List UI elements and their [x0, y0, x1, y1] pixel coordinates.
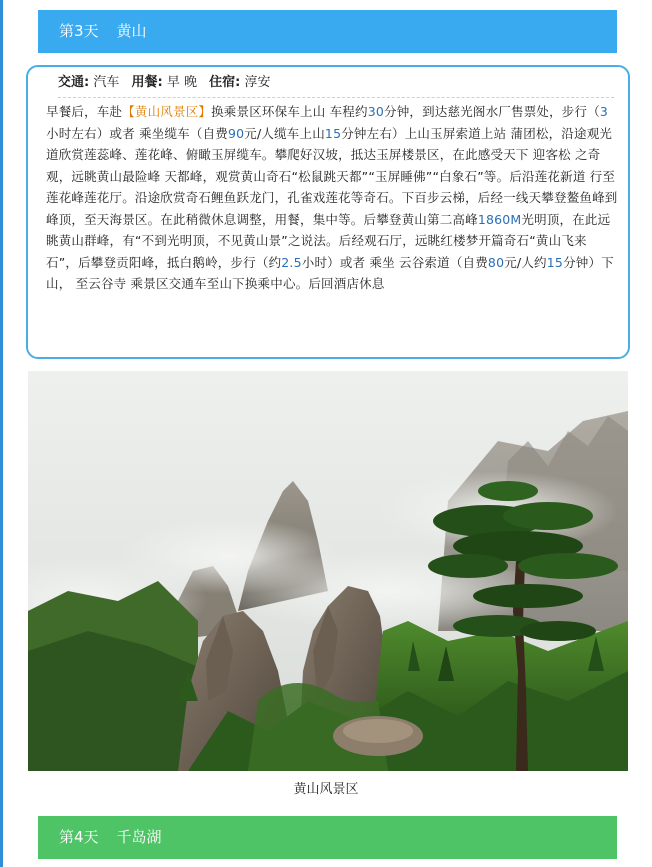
desc-text: 小时）或者 乘坐 云谷索道（自费 [301, 254, 488, 270]
day-3-itinerary-box [26, 65, 630, 359]
day-3-place: 黄山 [116, 22, 147, 40]
day-4-header [38, 816, 617, 859]
photo-caption: 黄山风景区 [293, 782, 359, 797]
transport-value: 汽车 [93, 75, 120, 90]
desc-number: 80 [487, 254, 505, 270]
desc-text: 早餐后，车赴 [46, 104, 123, 119]
desc-text: 光明顶，在此远眺黄山群峰，有“不到光明顶，不见黄山景”之说法。后经观石厅，远眺红楼梦开篇奇石“黄山飞来石”，后攀登贡阳峰，抵白鹅岭，步行（约 [46, 211, 611, 270]
stay-value: 淳安 [244, 75, 271, 90]
day-3-label: 第3天 [59, 22, 99, 40]
day-3-header [38, 10, 617, 53]
desc-text: 换乘景区环保车上山 车程约 [211, 104, 368, 119]
day-4-place: 千岛湖 [116, 828, 162, 846]
desc-number: 15 [546, 254, 564, 270]
desc-number: 30 [367, 104, 384, 119]
desc-text: 元/人缆车上山 [244, 125, 325, 141]
meal-value: 早 晚 [166, 75, 197, 90]
desc-number: 90 [227, 125, 245, 141]
desc-text: 元/人约 [504, 254, 547, 270]
desc-text: 分钟左右）上山玉屏索道上站 蒲团松，沿途观光道欣赏莲蕊峰、莲花峰、俯瞰玉屏缆车。攀爬好汉坡，抵达玉屏楼景区，在此感受天下 迎客松 之奇观，远眺黄山最险峰 天都峰，观赏黄山奇石“松鼠跳天都”“玉屏睡佛”“白象石”等。后沿莲花新道 行至 莲花峰莲花厅。沿途欣赏奇石鲤鱼跃龙门，孔雀戏莲花等奇石。下百步云梯，后经一线天攀登鳌鱼峰到峰顶，至天海景区。在此稍微休息调整，用餐，集中等。后攀登黄山第二高峰 [46, 125, 618, 227]
scenic-area-highlight: 【黄山风景区】 [122, 104, 212, 119]
itinerary-description [46, 101, 618, 295]
day-4-label: 第4天 [59, 828, 99, 846]
desc-text: 分钟）下山， 至云谷寺 乘景区交通车至山下换乘中心。后回酒店休息 [46, 254, 614, 291]
desc-number: 3 [599, 104, 609, 119]
meal-key: 用餐: [131, 75, 163, 90]
desc-text: 分钟，到达慈光阁水厂售票处，步行（ [384, 104, 600, 119]
desc-number: 2.5 [281, 254, 302, 270]
stay-key: 住宿: [209, 75, 241, 90]
transport-key: 交通: [58, 75, 90, 90]
huangshan-scenery-photo [28, 371, 628, 771]
travel-meta-line [58, 73, 614, 98]
desc-number: 1860M [477, 211, 522, 227]
desc-text: 小时左右）或者 乘坐缆车（自费 [46, 125, 228, 141]
desc-number: 15 [324, 125, 342, 141]
left-border-rule [0, 0, 3, 867]
